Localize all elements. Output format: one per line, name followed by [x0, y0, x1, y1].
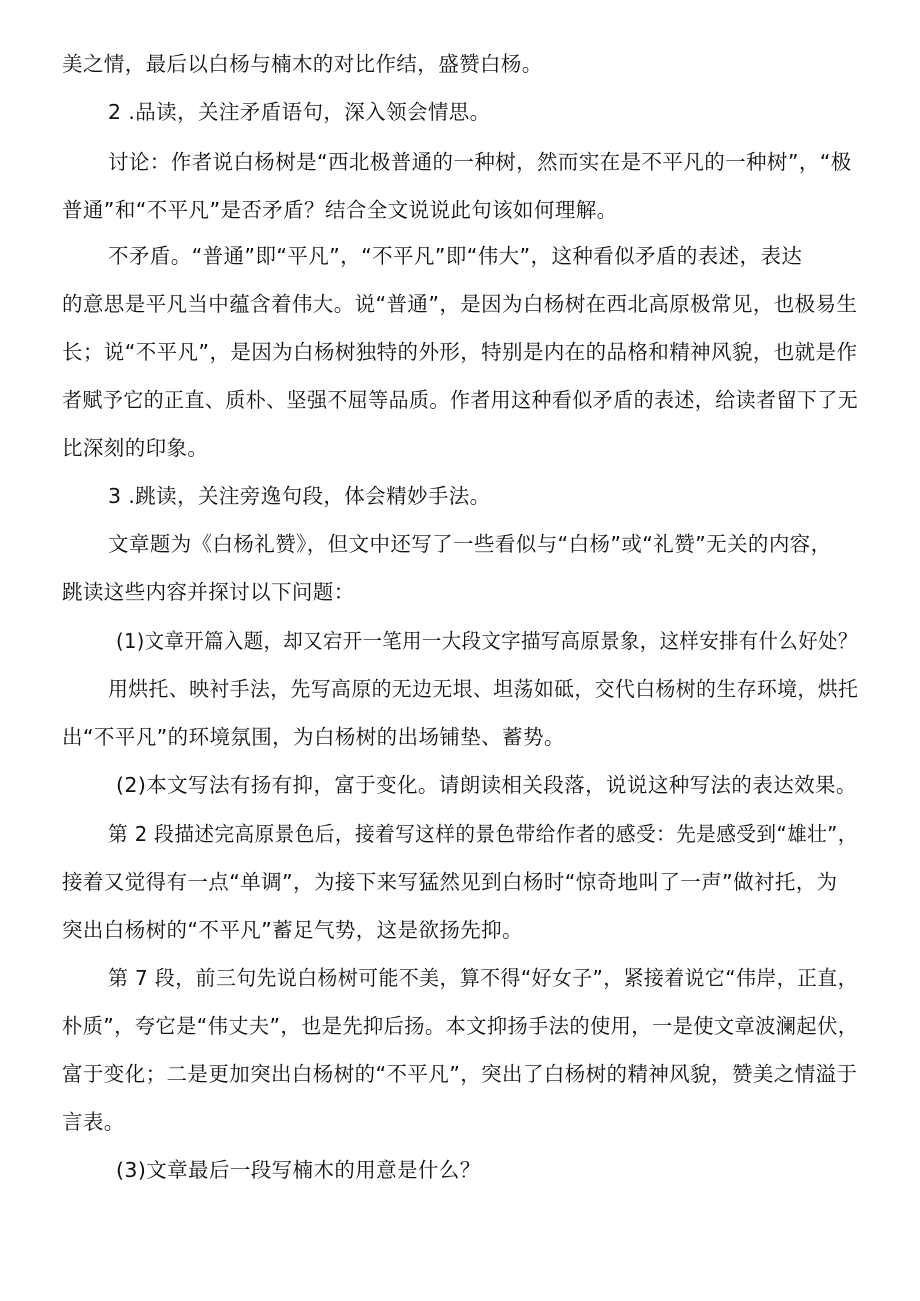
question-line: (2)本文写法有扬有抑，富于变化。请朗读相关段落，说说这种写法的表达效果。	[116, 773, 857, 797]
paragraph-line: 出“不平凡”的环境氛围，为白杨树的出场铺垫、蓄势。	[62, 725, 565, 749]
paragraph-line: 文章题为《白杨礼赞》，但文中还写了一些看似与“白杨”或“礼赞”无关的内容，	[108, 532, 832, 556]
paragraph-line: 讨论：作者说白杨树是“西北极普通的一种树，然而实在是不平凡的一种树”，“极	[108, 150, 852, 174]
paragraph-line: 的意思是平凡当中蕴含着伟大。说“普通”，是因为白杨树在西北高原极常见，也极易生	[62, 292, 858, 316]
section-heading: 3 .跳读，关注旁逸句段，体会精妙手法。	[108, 484, 491, 508]
paragraph-line: 第 2 段描述完高原景色后，接着写这样的景色带给作者的感受：先是感受到“雄壮”，	[108, 822, 858, 846]
paragraph-line: 第 7 段，前三句先说白杨树可能不美，算不得“好女子”，紧接着说它“伟岸，正直，	[108, 966, 858, 990]
paragraph-line: 言表。	[62, 1110, 125, 1134]
paragraph-line: 突出白杨树的“不平凡”蓄足气势，这是欲扬先抑。	[62, 918, 523, 942]
paragraph-line: 者赋予它的正直、质朴、坚强不屈等品质。作者用这种看似矛盾的表述，给读者留下了无	[62, 388, 859, 412]
question-line: (3)文章最后一段写楠木的用意是什么？	[116, 1158, 481, 1182]
paragraph-line: 比深刻的印象。	[62, 436, 209, 460]
paragraph-line: 跳读这些内容并探讨以下问题：	[62, 580, 355, 604]
paragraph-line: 不矛盾。“普通”即“平凡”，“不平凡”即“伟大”，这种看似矛盾的表述，表达	[108, 244, 803, 268]
paragraph-line: 普通”和“不平凡”是否矛盾？结合全文说说此句该如何理解。	[62, 198, 618, 222]
paragraph-line: 朴质”，夸它是“伟丈夫”，也是先抑后扬。本文抑扬手法的使用，一是使文章波澜起伏，	[62, 1014, 859, 1038]
section-heading: 2 .品读，关注矛盾语句，深入领会情思。	[108, 100, 491, 124]
paragraph-line: 用烘托、映衬手法，先写高原的无边无垠、坦荡如砥，交代白杨树的生存环境，烘托	[108, 677, 859, 701]
paragraph-line: 美之情，最后以白杨与楠木的对比作结，盛赞白杨。	[62, 52, 543, 76]
paragraph-line: 富于变化；二是更加突出白杨树的“不平凡”，突出了白杨树的精神风貌，赞美之情溢于	[62, 1062, 858, 1086]
question-line: (1)文章开篇入题，却又宕开一笔用一大段文字描写高原景象，这样安排有什么好处？	[116, 629, 858, 653]
paragraph-line: 长；说“不平凡”，是因为白杨树独特的外形，特别是内在的品格和精神风貌，也就是作	[62, 340, 858, 364]
paragraph-line: 接着又觉得有一点“单调”，为接下来写猛然见到白杨时“惊奇地叫了一声”做衬托，为	[62, 870, 838, 894]
